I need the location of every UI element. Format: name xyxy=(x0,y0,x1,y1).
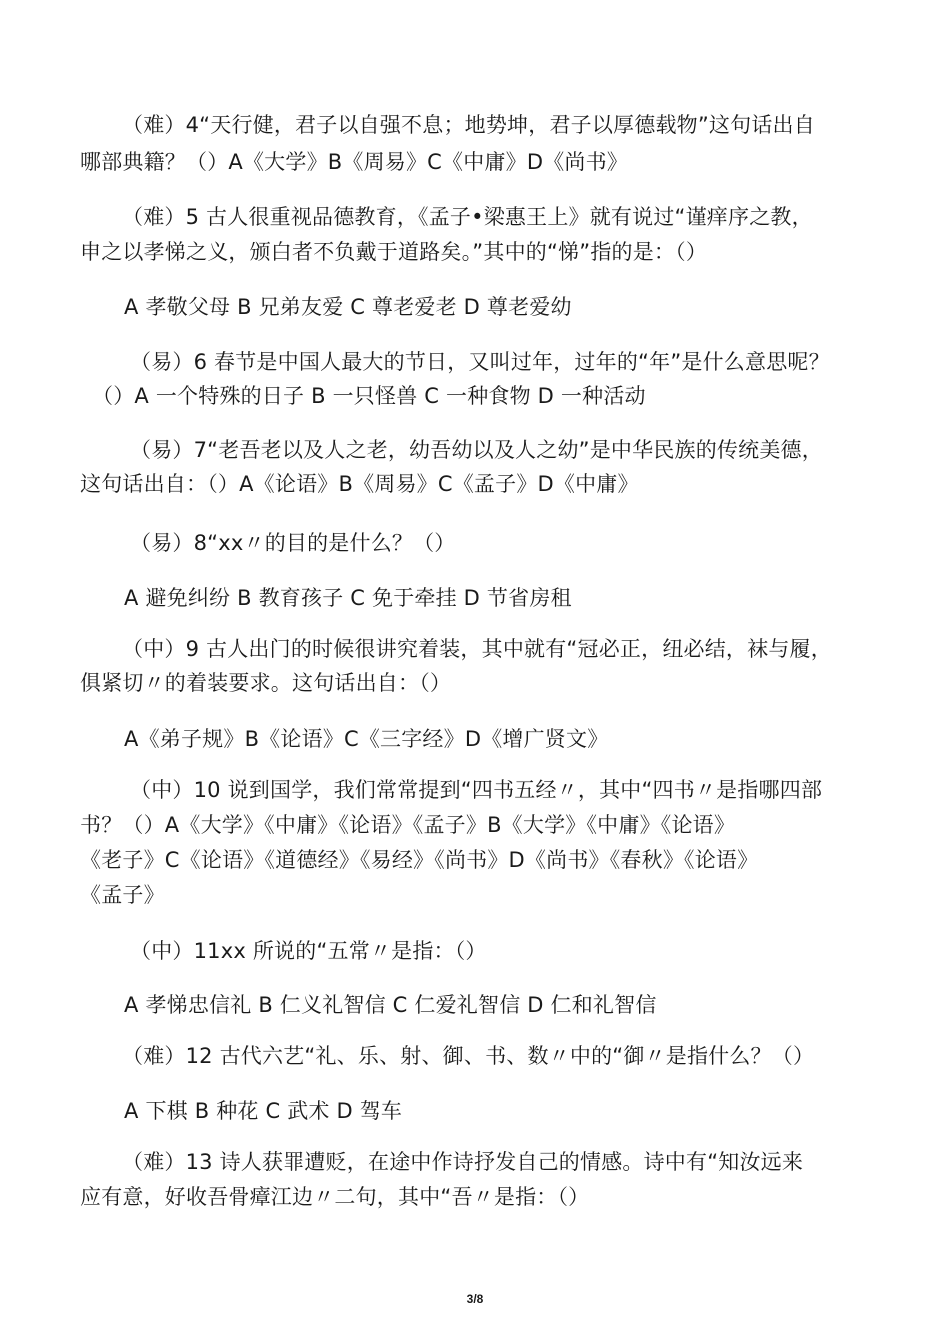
question-4-line-2: 哪部典籍？（）A《大学》B《周易》C《中庸》D《尚书》 xyxy=(80,150,629,174)
question-12-line-1: （难）12 古代六艺“礼、乐、射、御、书、数〃中的“御〃是指什么？（） xyxy=(122,1044,815,1068)
question-4-line-1: （难）4“天行健，君子以自强不息；地势坤，君子以厚德载物”这句话出自 xyxy=(122,113,815,137)
question-9-line-1: （中）9 古人出门的时候很讲究着装，其中就有“冠必正，纽必结，袜与履， xyxy=(122,637,832,661)
question-9-options: A《弟子规》B《论语》C《三字经》D《增广贤文》 xyxy=(124,727,609,751)
question-5-line-1: （难）5 古人很重视品德教育，《孟子•梁惠王上》就有说过“谨痒序之教， xyxy=(122,205,813,229)
page-number: 3/8 xyxy=(466,1292,484,1306)
question-6-line-2: （）A 一个特殊的日子 B 一只怪兽 C 一种食物 D 一种活动 xyxy=(92,384,646,408)
question-5-options: A 孝敬父母 B 兄弟友爱 C 尊老爱老 D 尊老爱幼 xyxy=(124,295,572,319)
question-5-line-2: 申之以孝悌之义，颁白者不负戴于道路矣。”其中的“悌”指的是：（） xyxy=(80,240,708,264)
question-10-line-4: 《孟子》 xyxy=(80,883,165,907)
question-7-line-1: （易）7“老吾老以及人之老，幼吾幼以及人之幼”是中华民族的传统美德， xyxy=(130,438,823,462)
question-8-options: A 避免纠纷 B 教育孩子 C 免于牵挂 D 节省房租 xyxy=(124,586,572,610)
question-10-line-3: 《老子》C《论语》《道德经》《易经》《尚书》D《尚书》《春秋》《论语》 xyxy=(80,848,759,872)
question-7-line-2: 这句话出自：（）A《论语》B《周易》C《孟子》D《中庸》 xyxy=(80,472,639,496)
question-11-options: A 孝悌忠信礼 B 仁义礼智信 C 仁爱礼智信 D 仁和礼智信 xyxy=(124,993,657,1017)
question-9-line-2: 俱紧切〃的着装要求。这句话出自：（） xyxy=(80,671,452,695)
question-8-line-1: （易）8“xx〃的目的是什么？（） xyxy=(130,531,456,555)
question-10-line-2: 书？（）A《大学》《中庸》《论语》《孟子》B《大学》《中庸》《论语》 xyxy=(80,813,736,837)
question-10-line-1: （中）10 说到国学，我们常常提到“四书五经〃，其中“四书〃是指哪四部 xyxy=(130,778,823,802)
question-6-line-1: （易）6 春节是中国人最大的节日，又叫过年，过年的“年”是什么意思呢？ xyxy=(130,350,830,374)
question-13-line-1: （难）13 诗人获罪遭贬，在途中作诗抒发自己的情感。诗中有“知汝远来 xyxy=(122,1150,804,1174)
question-13-line-2: 应有意，好收吾骨瘴江边〃二句，其中“吾〃是指：（） xyxy=(80,1185,590,1209)
question-11-line-1: （中）11xx 所说的“五常〃是指：（） xyxy=(130,939,487,963)
question-12-options: A 下棋 B 种花 C 武术 D 驾车 xyxy=(124,1099,403,1123)
